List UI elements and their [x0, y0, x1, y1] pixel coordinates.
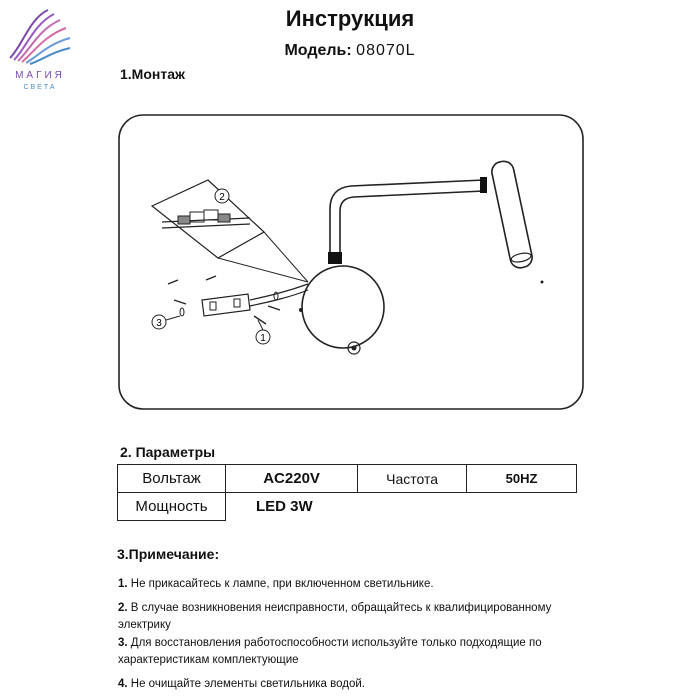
model-label: Модель: [284, 42, 352, 59]
logo-name: МАГИЯ [15, 70, 65, 81]
screw [206, 276, 216, 280]
screw [174, 300, 186, 304]
note-item: 1. Не прикасайтесь к лампе, при включенном светильнике. [118, 578, 434, 590]
page-title: Инструкция [285, 6, 415, 31]
voltage-value: AC220V [225, 465, 357, 493]
mounting-plate [202, 294, 250, 316]
mounting-diagram-svg [118, 114, 584, 410]
frequency-label: Частота [358, 465, 467, 493]
screw [254, 316, 266, 324]
table-row [118, 465, 577, 493]
mounting-diagram [118, 114, 584, 410]
frequency-value: 50HZ [467, 465, 577, 493]
power-value: LED 3W [225, 493, 357, 521]
note-item: 4. Не очищайте элементы светильника водой. [118, 678, 365, 690]
screw [168, 280, 178, 284]
parameters-table [117, 464, 577, 521]
section-mounting-heading: 1.Монтаж [120, 66, 185, 82]
note-item: 3. Для восстановления работоспособности используйте только подходящие по характеристикам комплектующие [118, 637, 542, 666]
logo-subtitle: СВЕТА [23, 84, 57, 91]
section-notes-heading: 3.Примечание: [117, 546, 220, 562]
callout-1-label: 1 [260, 333, 266, 344]
lamp-base [302, 266, 384, 348]
lamp-head [490, 159, 534, 269]
voltage-label: Вольтаж [118, 465, 226, 493]
arm-joint [328, 252, 342, 264]
model-value: 08070L [356, 42, 416, 59]
model-line [0, 42, 700, 60]
screw [268, 306, 280, 310]
callout-3-label: 3 [156, 318, 162, 329]
table-row [118, 493, 577, 521]
connector-detail [152, 180, 264, 258]
callout-2-label: 2 [219, 192, 225, 203]
note-item: 2. В случае возникновения неисправности, обращайтесь к квалифицированному электрику [118, 602, 552, 631]
power-label: Мощность [118, 493, 226, 521]
section-parameters-heading: 2. Параметры [120, 444, 216, 460]
